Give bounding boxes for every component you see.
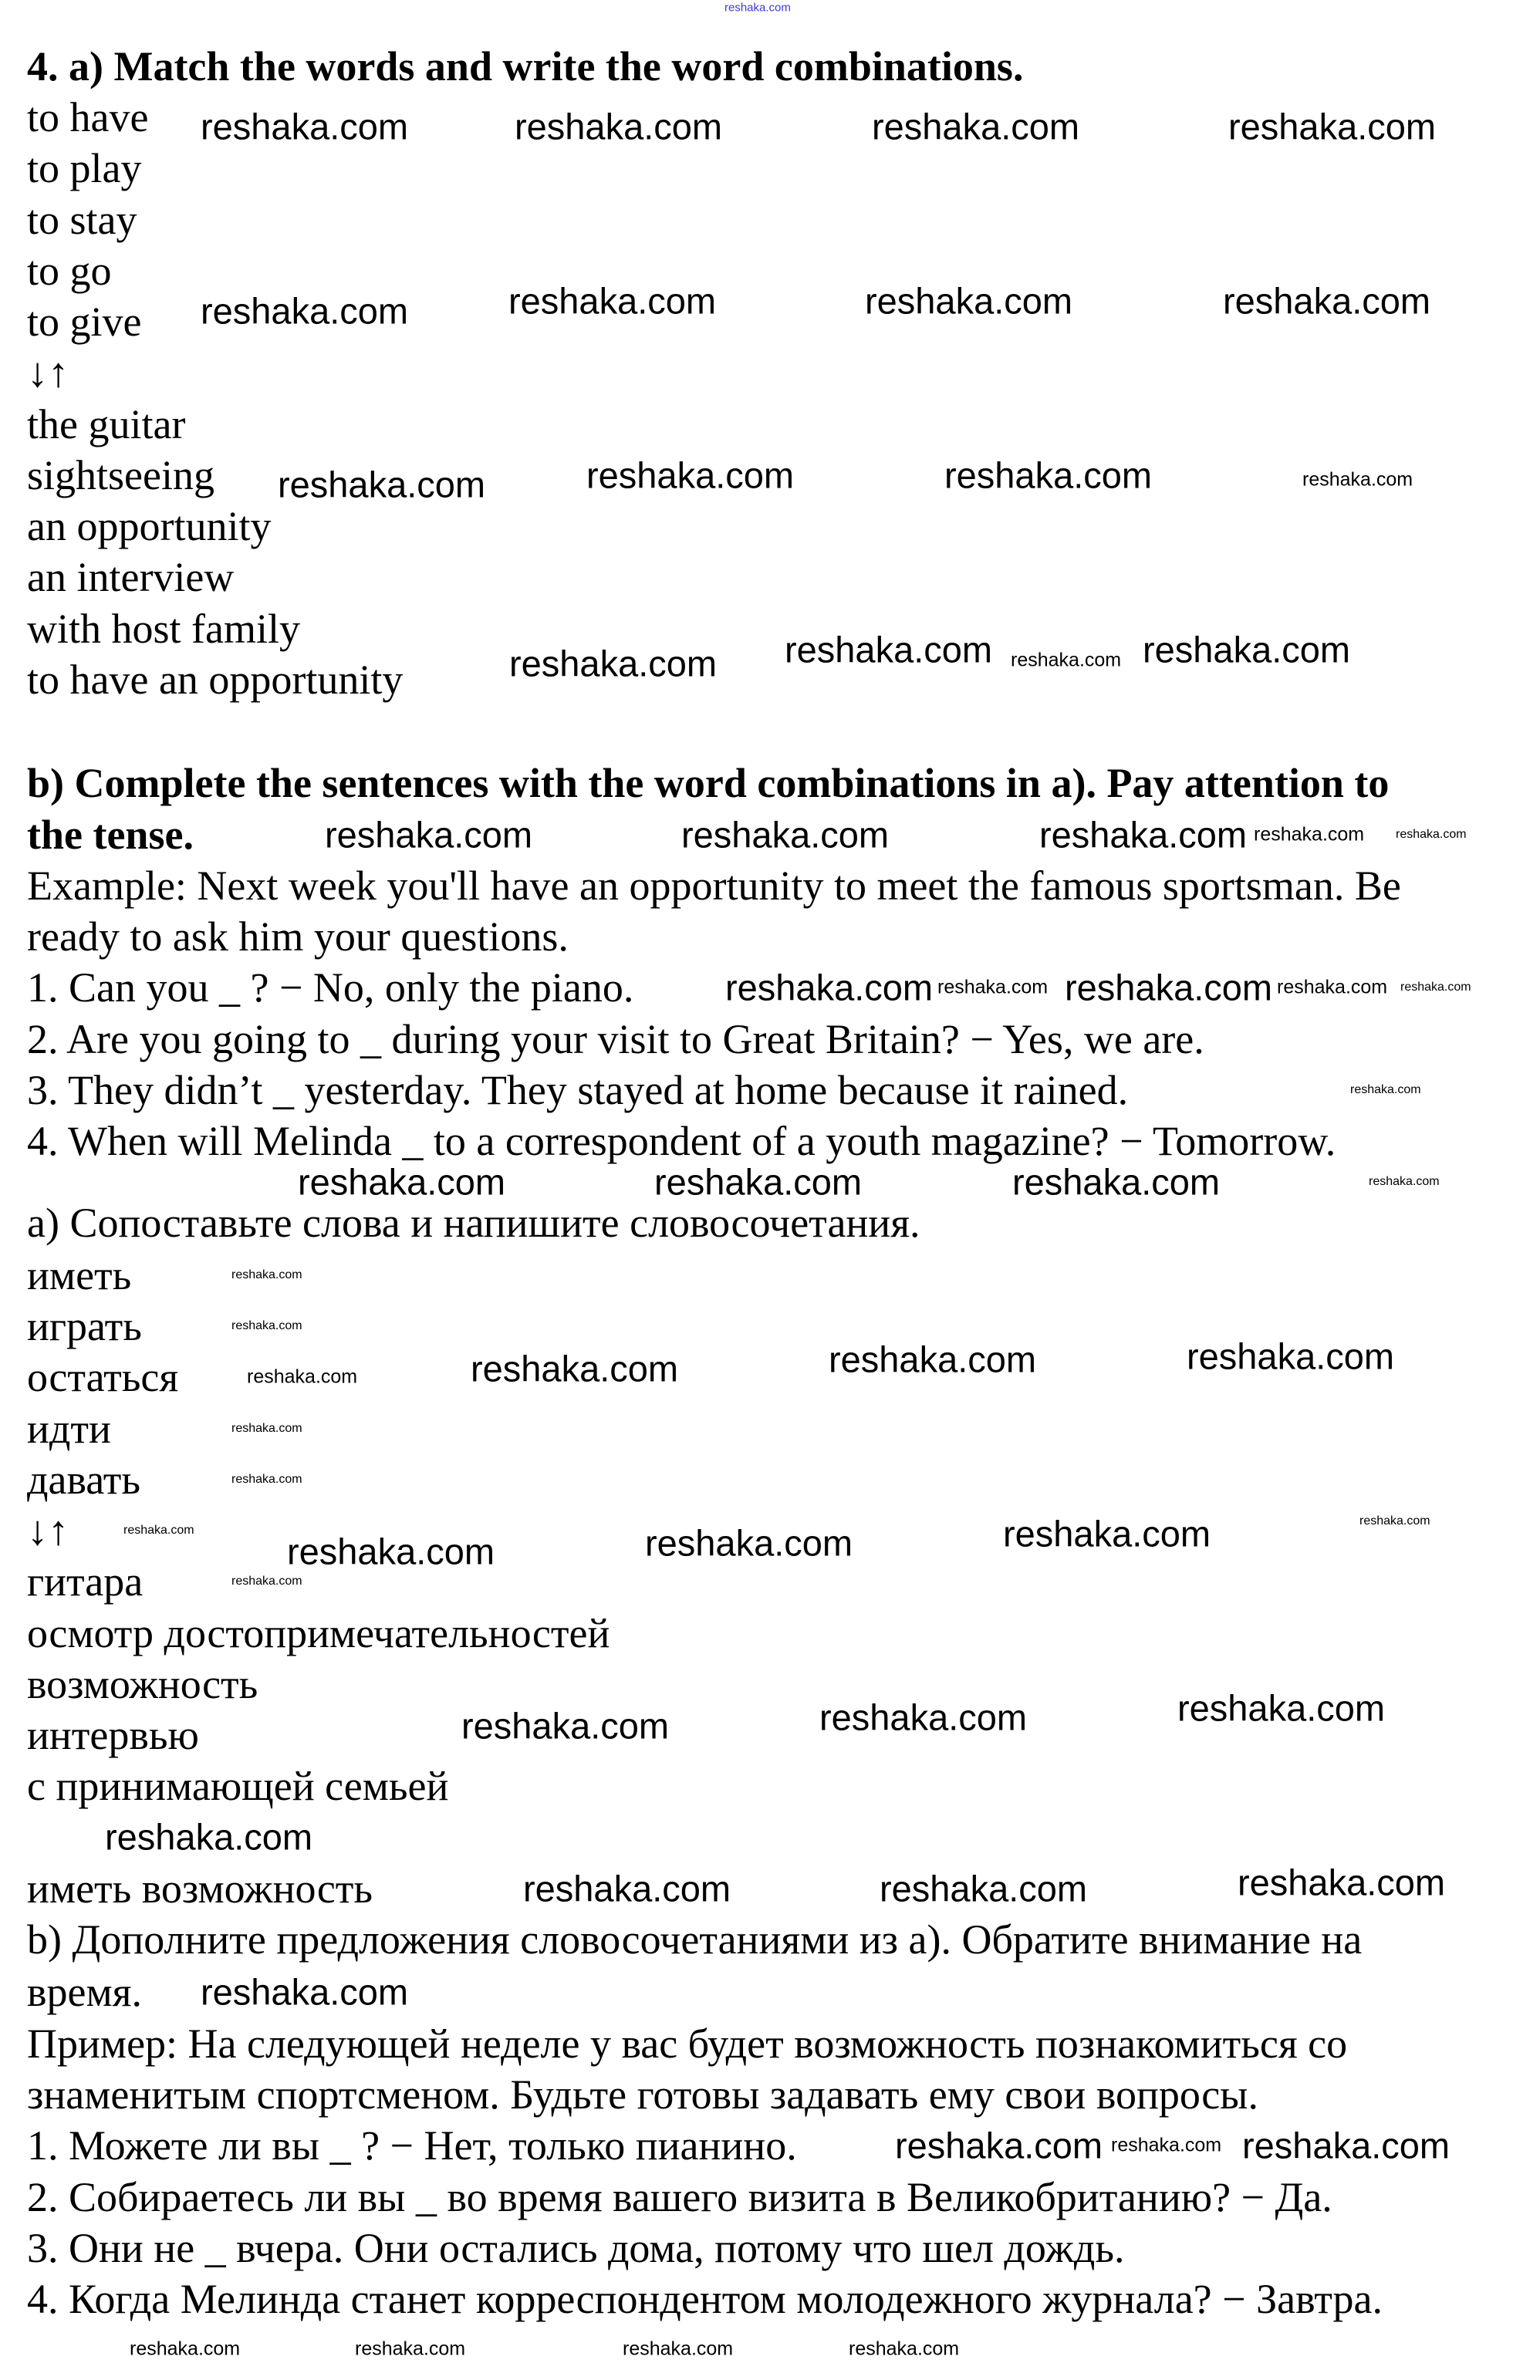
- noun-item: the guitar: [27, 401, 186, 447]
- watermark: reshaka.com: [1242, 2125, 1451, 2166]
- noun-item-ru: интервью: [27, 1712, 199, 1758]
- watermark: reshaka.com: [849, 2338, 960, 2360]
- watermark: reshaka.com: [1223, 280, 1431, 322]
- noun-item: sightseeing: [27, 452, 214, 498]
- watermark: reshaka.com: [130, 2338, 241, 2360]
- watermark: reshaka.com: [278, 464, 486, 505]
- watermark: reshaka.com: [201, 1971, 409, 2013]
- watermark: reshaka.com: [1011, 649, 1122, 671]
- watermark: reshaka.com: [829, 1339, 1037, 1380]
- noun-item-ru: с принимающей семьей: [27, 1763, 449, 1809]
- watermark: reshaka.com: [1369, 1175, 1440, 1188]
- example-text-cont: ready to ask him your questions.: [27, 913, 569, 960]
- watermark: reshaka.com: [201, 106, 409, 147]
- watermark: reshaka.com: [1187, 1335, 1395, 1377]
- watermark: reshaka.com: [1111, 2134, 1222, 2156]
- sentence: 4. When will Melinda _ to a correspondent of a youth magazine? − Tomorrow.: [27, 1118, 1336, 1164]
- task-a-heading-ru: а) Сопоставьте слова и напишите словосочетания.: [27, 1200, 920, 1246]
- watermark: reshaka.com: [654, 1161, 863, 1203]
- watermark: reshaka.com: [645, 1522, 853, 1564]
- watermark: reshaka.com: [231, 1473, 302, 1486]
- example-text: Example: Next week you'll have an opportunity to meet the famous sportsman. Be: [27, 863, 1401, 909]
- watermark: reshaka.com: [298, 1161, 506, 1203]
- watermark: reshaka.com: [123, 1524, 194, 1537]
- watermark: reshaka.com: [471, 1348, 679, 1389]
- sentence: 2. Are you going to _ during your visit to Great Britain? − Yes, we are.: [27, 1016, 1204, 1062]
- noun-item: an interview: [27, 554, 235, 600]
- noun-item: an opportunity: [27, 503, 272, 549]
- verb-item: to give: [27, 299, 142, 345]
- watermark: reshaka.com: [523, 1868, 731, 1909]
- arrows-icon: ↓↑: [27, 349, 69, 396]
- example-text-ru: Пример: На следующей неделе у вас будет возможность познакомиться со: [27, 2020, 1348, 2067]
- example-combination: to have an opportunity: [27, 657, 404, 703]
- noun-item-ru: осмотр достопримечательностей: [27, 1610, 610, 1656]
- noun-item-ru: возможность: [27, 1661, 258, 1707]
- verb-item-ru: остаться: [27, 1354, 179, 1400]
- watermark: reshaka.com: [1238, 1862, 1446, 1903]
- watermark: reshaka.com: [880, 1868, 1088, 1909]
- watermark: reshaka.com: [623, 2338, 734, 2360]
- watermark: reshaka.com: [1012, 1161, 1221, 1203]
- watermark: reshaka.com: [1065, 967, 1273, 1008]
- task-b-heading-ru-cont: время.: [27, 1969, 142, 2015]
- watermark: reshaka.com: [1254, 823, 1365, 846]
- watermark: reshaka.com: [461, 1705, 670, 1747]
- example-combination-ru: иметь возможность: [27, 1865, 373, 1912]
- sentence: 3. They didn’t _ yesterday. They stayed at home because it rained.: [27, 1067, 1129, 1113]
- task-b-heading-cont: the tense.: [27, 812, 194, 858]
- sentence-ru: 3. Они не _ вчера. Они остались дома, потому что шел дождь.: [27, 2225, 1125, 2271]
- verb-item-ru: играть: [27, 1303, 142, 1349]
- task-a-heading: 4. a) Match the words and write the word combinations.: [27, 43, 1024, 89]
- watermark: reshaka.com: [231, 1319, 302, 1332]
- watermark: reshaka.com: [508, 280, 717, 322]
- watermark: reshaka.com: [231, 1422, 302, 1435]
- noun-item: with host family: [27, 606, 300, 652]
- watermark: reshaka.com: [287, 1531, 495, 1572]
- watermark: reshaka.com: [895, 2125, 1103, 2166]
- watermark: reshaka.com: [1143, 629, 1351, 670]
- watermark: reshaka.com: [509, 643, 718, 684]
- watermark: reshaka.com: [1400, 981, 1471, 994]
- verb-item: to go: [27, 248, 112, 294]
- verb-item: to stay: [27, 197, 137, 243]
- watermark: reshaka.com: [1396, 828, 1467, 841]
- watermark: reshaka.com: [1302, 468, 1413, 491]
- watermark: reshaka.com: [944, 454, 1153, 496]
- watermark: reshaka.com: [1003, 1513, 1211, 1555]
- watermark: reshaka.com: [865, 280, 1073, 322]
- watermark: reshaka.com: [1228, 106, 1437, 147]
- watermark: reshaka.com: [201, 290, 409, 332]
- watermark: reshaka.com: [105, 1816, 313, 1858]
- verb-item: to play: [27, 145, 142, 191]
- example-text-ru-cont: знаменитым спортсменом. Будьте готовы задавать ему свои вопросы.: [27, 2071, 1258, 2118]
- arrows-icon: ↓↑: [27, 1507, 69, 1554]
- watermark: reshaka.com: [325, 814, 533, 856]
- watermark: reshaka.com: [725, 967, 934, 1008]
- watermark: reshaka.com: [231, 1268, 302, 1281]
- watermark: reshaka.com: [819, 1696, 1028, 1738]
- sentence-ru: 2. Собираетесь ли вы _ во время вашего визита в Великобританию? − Да.: [27, 2174, 1332, 2220]
- verb-item: to have: [27, 94, 149, 140]
- watermark: reshaka.com: [1277, 976, 1388, 998]
- noun-item-ru: гитара: [27, 1558, 144, 1605]
- sentence-ru: 4. Когда Мелинда станет корреспондентом молодежного журнала? − Завтра.: [27, 2276, 1383, 2322]
- watermark: reshaka.com: [785, 629, 993, 670]
- verb-item-ru: иметь: [27, 1252, 132, 1298]
- watermark: reshaka.com: [1039, 814, 1248, 856]
- watermark: reshaka.com: [586, 454, 795, 496]
- watermark: reshaka.com: [1359, 1514, 1430, 1528]
- verb-item-ru: идти: [27, 1406, 111, 1452]
- watermark: reshaka.com: [231, 1575, 302, 1588]
- sentence-ru: 1. Можете ли вы _ ? − Нет, только пианино.: [27, 2122, 797, 2169]
- task-b-heading-ru: b) Дополните предложения словосочетаниями из а). Обратите внимание на: [27, 1916, 1363, 1963]
- verb-item-ru: давать: [27, 1457, 141, 1503]
- watermark: reshaka.com: [355, 2338, 466, 2360]
- watermark: reshaka.com: [1177, 1687, 1386, 1729]
- watermark: reshaka.com: [247, 1366, 358, 1388]
- watermark: reshaka.com: [681, 814, 890, 856]
- task-b-heading: b) Complete the sentences with the word combinations in a). Pay attention to: [27, 760, 1390, 806]
- watermark: reshaka.com: [724, 1, 791, 15]
- watermark: reshaka.com: [872, 106, 1080, 147]
- watermark: reshaka.com: [515, 106, 723, 147]
- sentence: 1. Can you _ ? − No, only the piano.: [27, 964, 634, 1011]
- watermark: reshaka.com: [1350, 1083, 1421, 1096]
- watermark: reshaka.com: [937, 976, 1049, 998]
